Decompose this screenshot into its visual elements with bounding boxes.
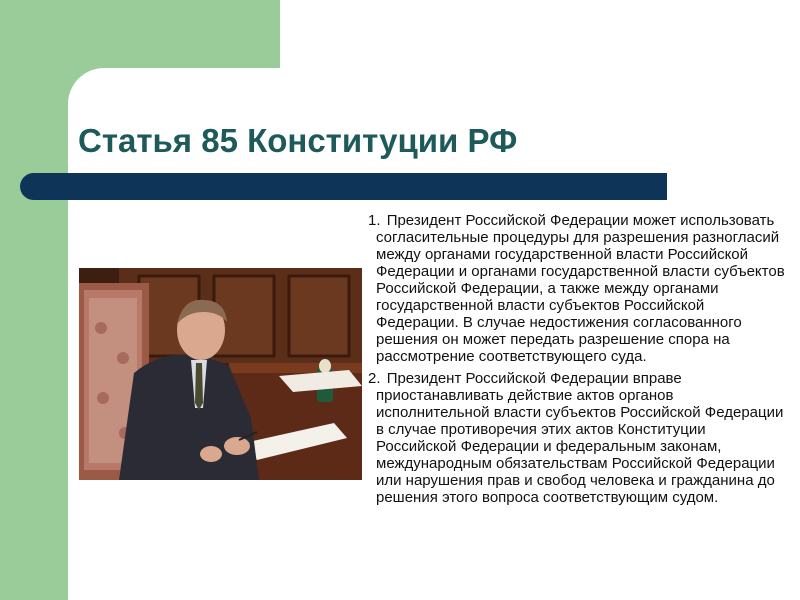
title-underline-bar [20, 173, 667, 200]
paragraph-text-2: Президент Российской Федерации вправе приостанавливать действие актов органов исполнительной власти субъектов Российской Федерации в случае противоречия этих актов Конституции Российской Федерации и федеральным законам, международным обязательствам Российской Федерации или нарушения прав и свобод человека и гражданина до решения этого вопроса соответствующим судом. [376, 370, 784, 506]
paragraph-number-2: 2. [368, 370, 381, 387]
article-paragraph-2 [368, 370, 788, 506]
office-photo [79, 268, 362, 480]
article-text [368, 212, 788, 511]
paragraph-text-1: Президент Российской Федерации может использовать согласительные процедуры для разрешения разногласий между органами государственной власти Российской Федерации и органами государственной власти субъектов Российской Федерации, а также между органами государственной власти субъектов Российской Федерации. В случае недостижения согласованного решения он может передать разрешение спора на рассмотрение соответствующего суда. [376, 212, 785, 365]
article-paragraph-1 [368, 212, 788, 365]
paragraph-number-1: 1. [368, 212, 381, 229]
slide-title: Статья 85 Конституции РФ [78, 122, 518, 159]
